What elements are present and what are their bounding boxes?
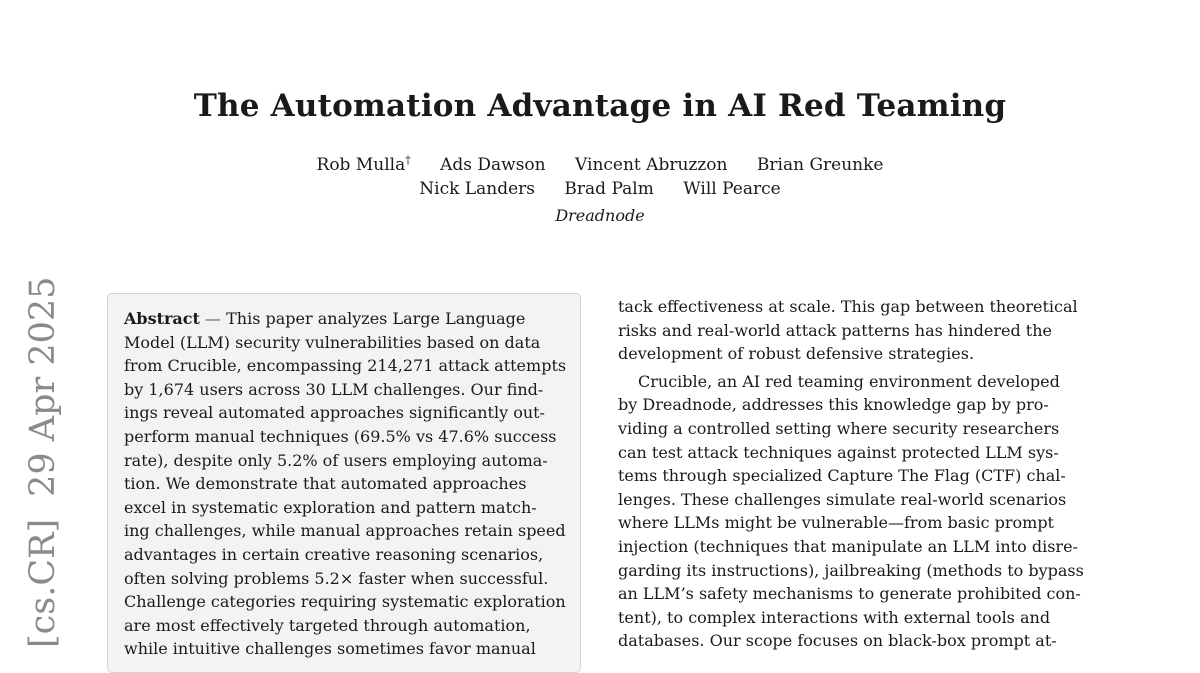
author: Will Pearce: [683, 179, 781, 199]
abstract-line: while intuitive challenges sometimes favor manual: [124, 639, 536, 659]
abstract-line: from Crucible, encompassing 214,271 attack attempts: [124, 356, 567, 376]
body-line: injection (techniques that manipulate an LLM into disre-: [618, 536, 1078, 556]
body-line: databases. Our scope focuses on black-box prompt at-: [618, 631, 1057, 651]
body-line: development of robust defensive strategies.: [618, 344, 975, 364]
author: Nick Landers: [419, 179, 535, 199]
body-line: garding its instructions), jailbreaking (methods to bypass: [618, 560, 1084, 580]
author-list-row-2: [0, 177, 1200, 201]
affiliation: Dreadnode: [555, 206, 645, 225]
author: Ads Dawson: [440, 155, 546, 175]
abstract-line: often solving problems 5.2× faster when successful.: [124, 568, 549, 588]
abstract-line: perform manual techniques (69.5% vs 47.6% success: [124, 426, 557, 446]
author: Brad Palm: [564, 179, 654, 199]
paper-title: The Automation Advantage in AI Red Teaming: [193, 88, 1007, 124]
body-line: lenges. These challenges simulate real-world scenarios: [618, 489, 1067, 509]
abstract-line: advantages in certain creative reasoning scenarios,: [124, 544, 544, 564]
abstract-line: excel in systematic exploration and pattern match-: [124, 497, 537, 517]
author-list-row-1: [0, 153, 1200, 177]
author: Vincent Abruzzon: [575, 155, 728, 175]
body-line: where LLMs might be vulnerable—from basic prompt: [618, 513, 1054, 533]
body-line: risks and real-world attack patterns has hindered the: [618, 320, 1053, 340]
abstract-text: [124, 307, 567, 661]
body-line: can test attack techniques against protected LLM sys-: [618, 442, 1059, 462]
arxiv-side-stamp: [20, 276, 66, 648]
arxiv-date: 29 Apr 2025: [23, 276, 63, 497]
abstract-heading: Abstract: [124, 309, 200, 328]
body-line: viding a controlled setting where security researchers: [618, 418, 1060, 438]
body-line: by Dreadnode, addresses this knowledge gap by pro-: [618, 395, 1049, 415]
abstract-line: by 1,674 users across 30 LLM challenges. Our find-: [124, 379, 544, 399]
body-line: Crucible, an AI red teaming environment developed: [638, 371, 1060, 391]
body-line: tent), to complex interactions with external tools and: [618, 607, 1051, 627]
body-column-right: [618, 295, 1095, 653]
author: Brian Greunke: [756, 155, 884, 175]
body-line: tack effectiveness at scale. This gap between theoretical: [618, 297, 1078, 316]
abstract-line: Challenge categories requiring systematic exploration: [124, 592, 566, 612]
abstract-line: ings reveal automated approaches significantly out-: [124, 403, 545, 423]
abstract-dash: —: [199, 309, 227, 328]
abstract-line: Abstract — This paper analyzes Large Language: [124, 309, 526, 328]
body-line: tems through specialized Capture The Flag (CTF) chal-: [618, 466, 1066, 486]
abstract-line: ing challenges, while manual approaches retain speed: [124, 521, 566, 541]
abstract-line: are most effectively targeted through automation,: [124, 615, 531, 635]
author: Rob Mulla†: [316, 153, 411, 175]
abstract-line: rate), despite only 5.2% of users employing automa-: [124, 450, 548, 470]
arxiv-category: [cs.CR]: [23, 518, 63, 648]
abstract-line: Model (LLM) security vulnerabilities based on data: [124, 332, 541, 352]
body-line: an LLM’s safety mechanisms to generate prohibited con-: [618, 584, 1081, 604]
abstract-line: tion. We demonstrate that automated approaches: [124, 474, 527, 494]
